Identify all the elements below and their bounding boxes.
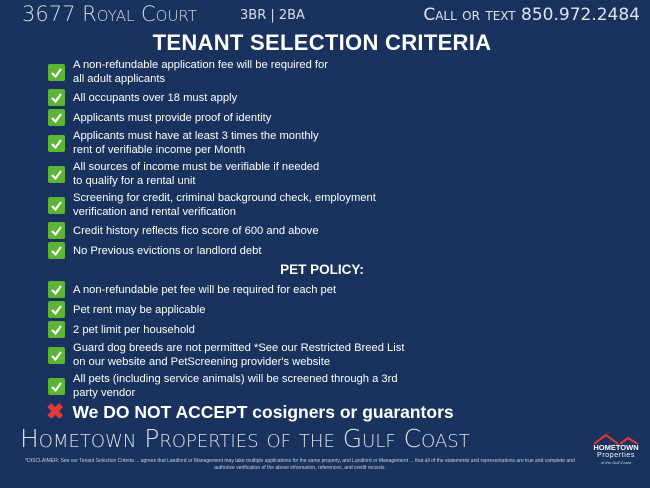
item-text bbox=[73, 224, 319, 238]
checkmark-icon bbox=[48, 301, 65, 318]
item-line: all adult applicants bbox=[73, 73, 166, 85]
phone-number: Call or text 850.972.2484 bbox=[423, 5, 640, 25]
item-line: No Previous evictions or landlord debt bbox=[73, 244, 262, 257]
item-text bbox=[73, 303, 205, 317]
brand-name: Hometown Properties of the Gulf Coast bbox=[20, 424, 470, 453]
beds-baths: 3BR | 2BA bbox=[240, 8, 305, 23]
pet-policy-heading: PET POLICY: bbox=[280, 262, 364, 277]
item-text bbox=[73, 244, 261, 258]
item-line: to qualify for a rental unit bbox=[73, 175, 196, 187]
notice-text: We DO NOT ACCEPT cosigners or guarantors bbox=[72, 402, 454, 422]
checkmark-icon bbox=[48, 135, 65, 152]
item-line: Credit history reflects fico score of 600 and above bbox=[73, 224, 319, 237]
logo-line-3: of the Gulf Coast bbox=[600, 460, 631, 465]
item-text bbox=[73, 191, 376, 219]
checkmark-icon bbox=[48, 89, 65, 106]
logo-line-1: HOMETOWN bbox=[593, 443, 639, 452]
criteria-item bbox=[48, 58, 638, 86]
item-line: Guard dog breeds are not permitted *See our Restricted Breed List bbox=[73, 342, 405, 354]
no-cosigners-notice bbox=[46, 401, 454, 423]
criteria-content bbox=[48, 58, 638, 403]
item-line: All pets (including service animals) will be screened through a 3rd bbox=[73, 373, 398, 385]
disclaimer: *DISCLAIMER: See our Tenant Selection Criteria ... agrees that Landlord or Management may take multiple applications for the same property, and Landlord or Management ... that all of the statements and representations are true and complete and authorize verification of the above information, references, and credit records. bbox=[25, 458, 575, 471]
item-line: Applicants must have at least 3 times the monthly bbox=[73, 130, 319, 142]
criteria-item bbox=[48, 160, 638, 188]
checkmark-icon bbox=[48, 64, 65, 81]
page-title: TENANT SELECTION CRITERIA bbox=[152, 30, 492, 55]
checkmark-icon bbox=[48, 109, 65, 126]
item-line: A non-refundable pet fee will be required for each pet bbox=[73, 283, 337, 296]
item-line: rent of verifiable income per Month bbox=[73, 144, 246, 156]
item-text bbox=[73, 341, 404, 369]
item-text bbox=[73, 283, 336, 297]
criteria-item bbox=[48, 109, 638, 126]
criteria-item bbox=[48, 281, 638, 298]
logo-line-2: Properties bbox=[597, 452, 635, 459]
checkmark-icon bbox=[48, 281, 65, 298]
criteria-item bbox=[48, 242, 638, 259]
item-text bbox=[73, 111, 271, 125]
item-line: All sources of income must be verifiable if needed bbox=[73, 161, 320, 173]
criteria-item bbox=[48, 89, 638, 106]
item-text bbox=[73, 129, 319, 157]
criteria-item bbox=[48, 129, 638, 157]
criteria-item bbox=[48, 341, 638, 369]
item-line: Screening for credit, criminal background check, employment bbox=[73, 192, 376, 204]
criteria-item bbox=[48, 191, 638, 219]
item-line: Pet rent may be applicable bbox=[73, 303, 206, 316]
checkmark-icon bbox=[48, 222, 65, 239]
item-text bbox=[73, 160, 319, 188]
criteria-list bbox=[48, 58, 638, 259]
criteria-item bbox=[48, 301, 638, 318]
checkmark-icon bbox=[48, 321, 65, 338]
item-line: 2 pet limit per household bbox=[73, 323, 195, 336]
item-line: party vendor bbox=[73, 387, 136, 399]
item-line: All occupants over 18 must apply bbox=[73, 91, 238, 104]
checkmark-icon bbox=[48, 378, 65, 395]
item-line: Applicants must provide proof of identity bbox=[73, 111, 272, 124]
pet-policy-list bbox=[48, 281, 638, 400]
company-logo bbox=[590, 432, 642, 466]
checkmark-icon bbox=[48, 166, 65, 183]
property-address: 3677 Royal Court bbox=[22, 2, 197, 26]
checkmark-icon bbox=[48, 242, 65, 259]
checkmark-icon bbox=[48, 197, 65, 214]
checkmark-icon bbox=[48, 347, 65, 364]
item-line: A non-refundable application fee will be required for bbox=[73, 59, 328, 71]
item-text bbox=[73, 323, 195, 337]
criteria-item bbox=[48, 372, 638, 400]
item-line: on our website and PetScreening provider's website bbox=[73, 356, 331, 368]
item-text bbox=[73, 91, 237, 105]
criteria-item bbox=[48, 222, 638, 239]
cross-icon: ✖ bbox=[46, 399, 65, 424]
item-text bbox=[73, 372, 398, 400]
item-line: verification and rental verification bbox=[73, 206, 236, 218]
item-text bbox=[73, 58, 328, 86]
criteria-item bbox=[48, 321, 638, 338]
